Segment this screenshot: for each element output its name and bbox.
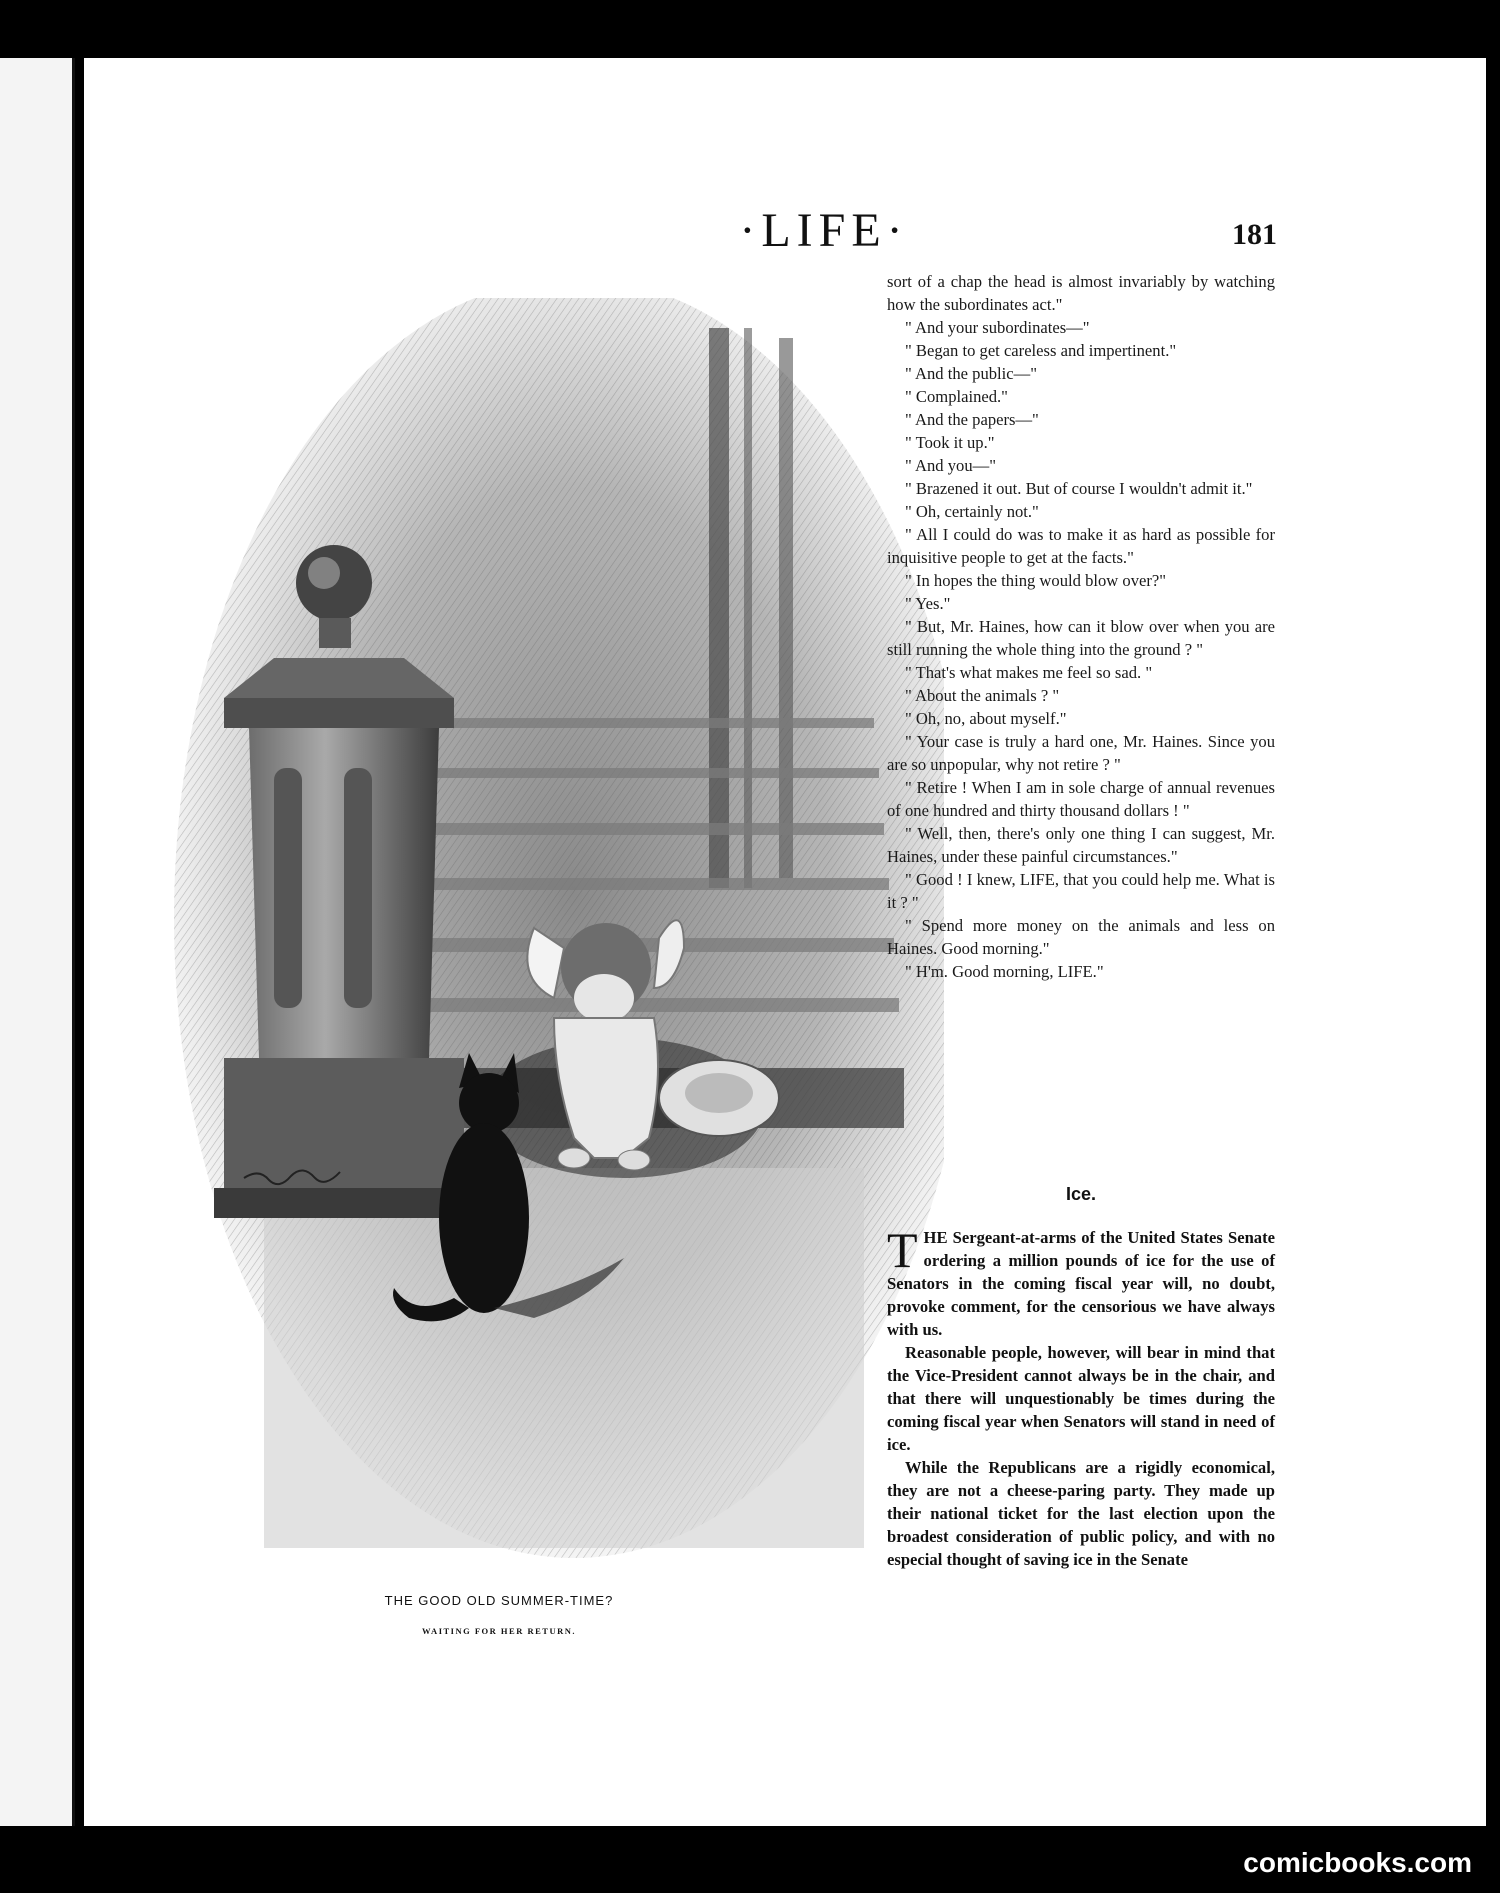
ice-paragraph-text: HE Sergeant-at-arms of the United States Senate ordering a million pounds of ice for the use of Senators in the coming fiscal year will, no doubt, provoke comment, for the censorious we have always with us. xyxy=(887,1228,1275,1339)
dialogue-paragraph: sort of a chap the head is almost invariably by watching how the subordinates act." xyxy=(887,272,1275,314)
dialogue-column xyxy=(887,270,1275,983)
dialogue-paragraph: " Brazened it out. But of course I wouldn't admit it." xyxy=(905,479,1253,498)
ice-paragraph: While the Republicans are a rigidly economical, they are not a cheese-paring party. They made up their national ticket for the last election upon the broadest consideration of public policy, and with no especial thought of saving ice in the Senate xyxy=(887,1458,1275,1569)
dialogue-paragraph: " And the papers—" xyxy=(905,410,1039,429)
illustration-caption-subtitle: WAITING FOR HER RETURN. xyxy=(422,1626,576,1636)
site-watermark: comicbooks.com xyxy=(1243,1847,1472,1878)
dialogue-paragraph: " Good ! I knew, LIFE, that you could help me. What is it ? " xyxy=(887,870,1275,912)
illustration-cupid-on-stairs xyxy=(154,298,944,1598)
dialogue-paragraph: " H'm. Good morning, LIFE." xyxy=(905,962,1104,981)
dialogue-paragraph: " And your subordinates—" xyxy=(905,318,1090,337)
page-number: 181 xyxy=(1232,218,1277,251)
left-page-edge xyxy=(0,58,75,1826)
dialogue-paragraph: " About the animals ? " xyxy=(905,686,1060,705)
masthead-title: ·LIFE· xyxy=(739,204,909,257)
dialogue-paragraph: " Spend more money on the animals and less on Haines. Good morning." xyxy=(887,916,1275,958)
ice-article-heading: Ice. xyxy=(1065,1184,1097,1204)
dialogue-paragraph: " Yes." xyxy=(905,594,951,613)
dialogue-paragraph: " Retire ! When I am in sole charge of annual revenues of one hundred and thirty thousand dollars ! " xyxy=(887,778,1275,820)
dialogue-paragraph: " Oh, no, about myself." xyxy=(905,709,1067,728)
illustration-caption-title: THE GOOD OLD SUMMER-TIME? xyxy=(384,1593,614,1608)
dialogue-paragraph: " But, Mr. Haines, how can it blow over when you are still running the whole thing into the ground ? " xyxy=(887,617,1275,659)
magazine-page xyxy=(84,58,1486,1826)
dialogue-paragraph: " Began to get careless and impertinent." xyxy=(905,341,1177,360)
dialogue-paragraph: " All I could do was to make it as hard as possible for inquisitive people to get at the facts." xyxy=(887,525,1275,567)
dialogue-paragraph: " Well, then, there's only one thing I can suggest, Mr. Haines, under these painful circumstances." xyxy=(887,824,1275,866)
dialogue-paragraph: " And the public—" xyxy=(905,364,1037,383)
ice-article-body xyxy=(887,1222,1275,1571)
dialogue-paragraph: " Complained." xyxy=(905,387,1008,406)
dialogue-paragraph: " That's what makes me feel so sad. " xyxy=(905,663,1153,682)
dialogue-paragraph: " And you—" xyxy=(905,456,996,475)
ice-paragraph xyxy=(887,1222,1275,1341)
ice-paragraph: Reasonable people, however, will bear in mind that the Vice-President cannot always be in the chair, and that there will unquestionably be times during the coming fiscal year when Senators will stand in need of ice. xyxy=(887,1343,1275,1454)
drop-cap: T xyxy=(887,1222,918,1278)
dialogue-paragraph: " In hopes the thing would blow over?" xyxy=(905,571,1167,590)
dialogue-paragraph: " Your case is truly a hard one, Mr. Haines. Since you are so unpopular, why not retire ? " xyxy=(887,732,1275,774)
dialogue-paragraph: " Took it up." xyxy=(905,433,995,452)
dialogue-paragraph: " Oh, certainly not." xyxy=(905,502,1039,521)
